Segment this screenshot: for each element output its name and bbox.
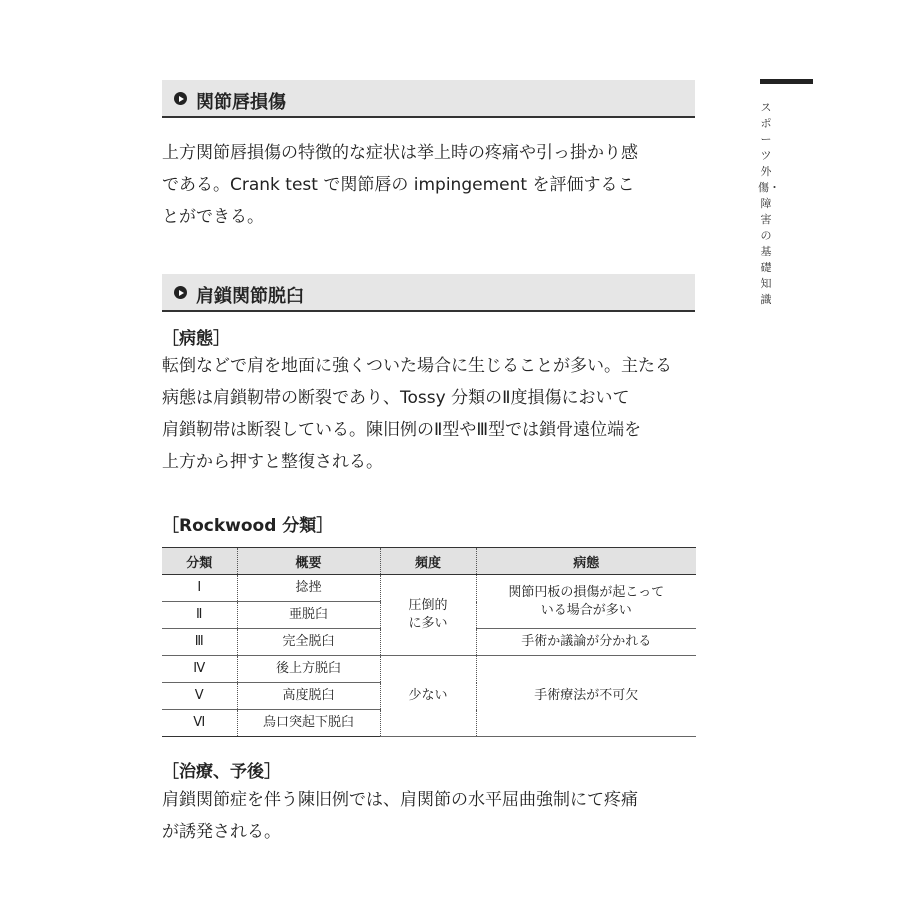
treatment-heading: ［治療、予後］: [162, 762, 281, 782]
summary-cell: 亜脱臼: [237, 602, 380, 629]
table-row: [162, 656, 696, 683]
section-header-labrum: [162, 80, 695, 118]
class-cell: Ⅱ: [162, 602, 237, 629]
play-circle-icon: [174, 92, 187, 105]
pathology-text: 関節円板の損傷が起こって: [508, 584, 665, 600]
chapter-title-vertical: スポーツ外傷・障害の基礎知識: [758, 101, 780, 306]
text-line: 上方関節唇損傷の特徴的な症状は挙上時の疼痛や引っ掛かり感: [162, 143, 638, 163]
col-header-summary: 概要: [237, 548, 380, 575]
summary-cell: 高度脱臼: [237, 683, 380, 710]
class-cell: Ⅴ: [162, 683, 237, 710]
frequency-cell-high: [380, 575, 476, 656]
class-cell: Ⅳ: [162, 656, 237, 683]
text-line: 肩鎖関節症を伴う陳旧例では、肩関節の水平屈曲強制にて疼痛: [162, 790, 638, 810]
classification-heading: ［Rockwood 分類］: [162, 516, 334, 536]
rockwood-table: [162, 547, 696, 737]
play-circle-icon: [174, 286, 187, 299]
section-title: 関節唇損傷: [196, 92, 286, 113]
text-line: とができる。: [162, 207, 264, 227]
pathology-text: いる場合が多い: [540, 602, 632, 618]
section-header-ac-dislocation: [162, 274, 695, 312]
text-line: 病態は肩鎖靭帯の断裂であり、Tossy 分類のⅡ度損傷において: [162, 388, 630, 408]
pathology-heading: ［病態］: [162, 329, 230, 349]
text-line: が誘発される。: [162, 822, 281, 842]
section-title: 肩鎖関節脱臼: [196, 286, 304, 307]
pathology-cell: [476, 575, 696, 629]
labrum-paragraph: [162, 137, 698, 233]
class-cell: Ⅰ: [162, 575, 237, 602]
frequency-text: 圧倒的: [408, 598, 448, 613]
frequency-text: に多い: [408, 616, 448, 631]
text-line: 肩鎖靭帯は断裂している。陳旧例のⅡ型やⅢ型では鎖骨遠位端を: [162, 420, 642, 440]
summary-cell: 捻挫: [237, 575, 380, 602]
pathology-cell: 手術か議論が分かれる: [476, 629, 696, 656]
table-row: [162, 575, 696, 602]
text-line: 転倒などで肩を地面に強くついた場合に生じることが多い。主たる: [162, 356, 672, 376]
text-line: である。Crank test で関節唇の impingement を評価するこ: [162, 175, 635, 195]
col-header-pathology: 病態: [476, 548, 696, 575]
class-cell: Ⅲ: [162, 629, 237, 656]
treatment-paragraph: [162, 784, 698, 848]
table-header-row: [162, 548, 696, 575]
summary-cell: 完全脱臼: [237, 629, 380, 656]
summary-cell: 後上方脱臼: [237, 656, 380, 683]
class-cell: Ⅵ: [162, 710, 237, 737]
pathology-cell: 手術療法が不可欠: [476, 656, 696, 737]
col-header-frequency: 頻度: [380, 548, 476, 575]
frequency-cell-low: 少ない: [380, 656, 476, 737]
pathology-paragraph: [162, 350, 698, 478]
summary-cell: 烏口突起下脱臼: [237, 710, 380, 737]
chapter-marker-bar: [760, 79, 813, 84]
col-header-class: 分類: [162, 548, 237, 575]
text-line: 上方から押すと整復される。: [162, 452, 383, 472]
